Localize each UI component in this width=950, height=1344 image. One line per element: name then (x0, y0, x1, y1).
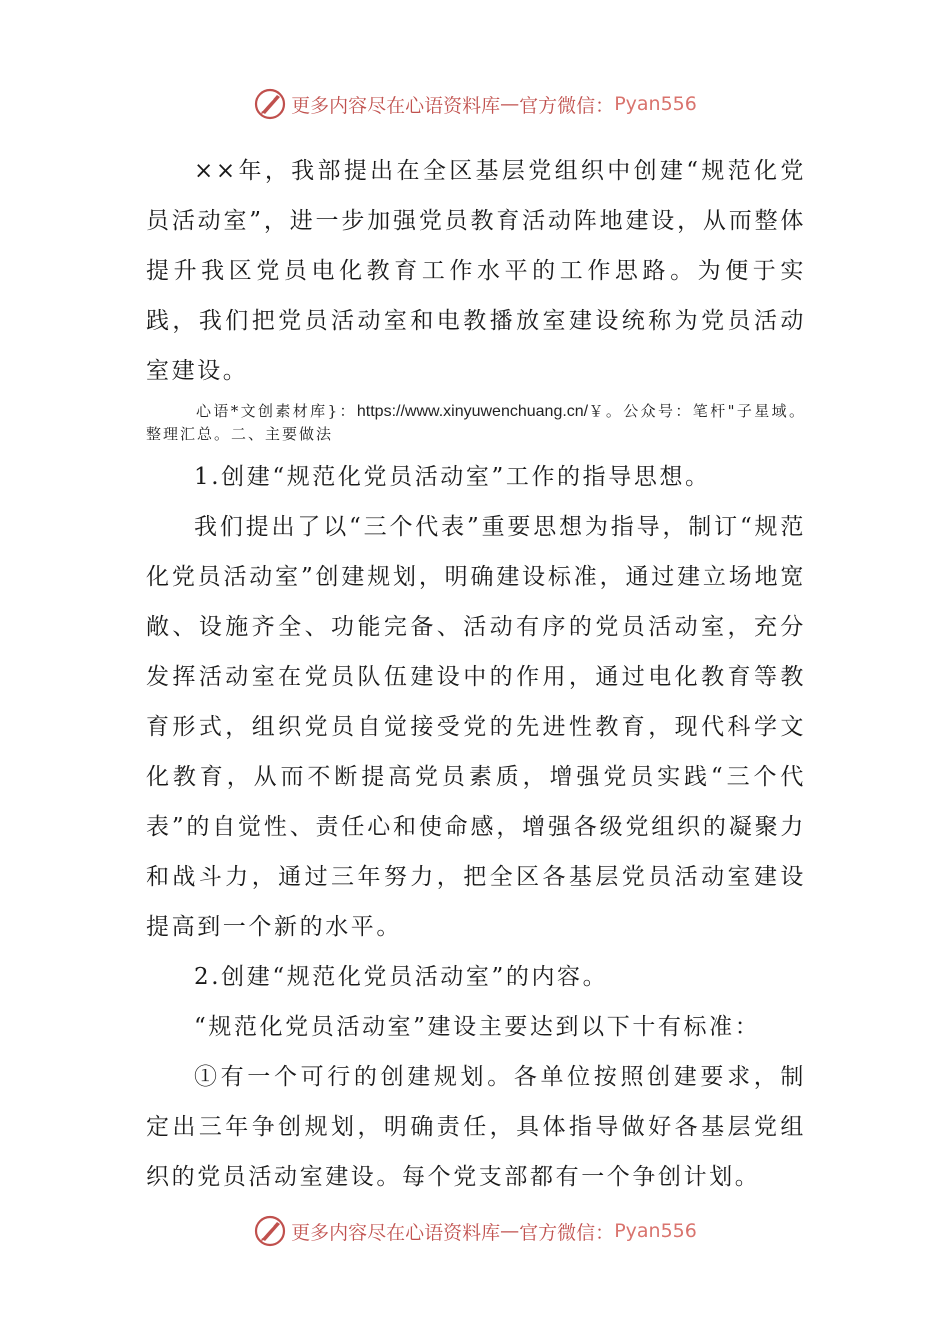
paragraph-standard-1: ①有一个可行的创建规划。各单位按照创建要求，制定出三年争创规划，明确责任，具体指导做好各基层党组织的党员活动室建设。每个党支部都有一个争创计划。 (146, 1064, 806, 1190)
paragraph-intro: ××年，我部提出在全区基层党组织中创建“规范化党员活动室”，进一步加强党员教育活动阵地建设，从而整体提升我区党员电化教育工作水平的工作思路。为便于实践，我们把党员活动室和电教播放室建设统称为党员活动室建设。 (146, 158, 806, 384)
banner-wechat-id: Pyan556 (614, 1220, 697, 1242)
banner-site-text: 更多内容尽在心语资料库 (291, 94, 501, 117)
paragraph-guiding-thought: 我们提出了以“三个代表”重要思想为指导，制订“规范化党员活动室”创建规划，明确建设标准，通过建立场地宽敞、设施齐全、功能完备、活动有序的党员活动室，充分发挥活动室在党员队伍建设中的作用，通过电化教育等教育形式，组织党员自觉接受党的先进性教育，现代科学文化教育，从而不断提高党员素质，增强党员实践“三个代表”的自觉性、责任心和使命感，增强各级党组织的凝聚力和战斗力，通过三年努力，把全区各基层党员活动室建设提高到一个新的水平。 (146, 514, 806, 940)
banner-wechat-label: 官方微信： (519, 94, 615, 117)
source-note-suffix: ￥。公众号：笔杆"子星域。整理汇总。二、主要做法 (146, 402, 807, 443)
quill-pen-seal-icon (253, 1214, 287, 1248)
header-banner (0, 84, 950, 124)
paragraph-standards-intro: “规范化党员活动室”建设主要达到以下十有标准： (194, 1014, 761, 1040)
banner-dash: — (500, 93, 520, 115)
section-heading-2: 2.创建“规范化党员活动室”的内容。 (194, 964, 609, 990)
source-note-url: https://www.xinyuwenchuang.cn/ (356, 403, 589, 420)
banner-site-text: 更多内容尽在心语资料库 (291, 1221, 501, 1244)
document-body (146, 146, 806, 1202)
source-note-prefix: 心语*文创素材库}： (196, 402, 357, 420)
source-note (146, 400, 806, 446)
banner-dash: — (500, 1220, 520, 1242)
quill-pen-seal-icon (253, 87, 287, 121)
footer-banner (0, 1211, 950, 1251)
banner-wechat-label: 官方微信： (519, 1221, 615, 1244)
banner-wechat-id: Pyan556 (614, 93, 697, 115)
section-heading-1: 1.创建“规范化党员活动室”工作的指导思想。 (194, 464, 711, 490)
